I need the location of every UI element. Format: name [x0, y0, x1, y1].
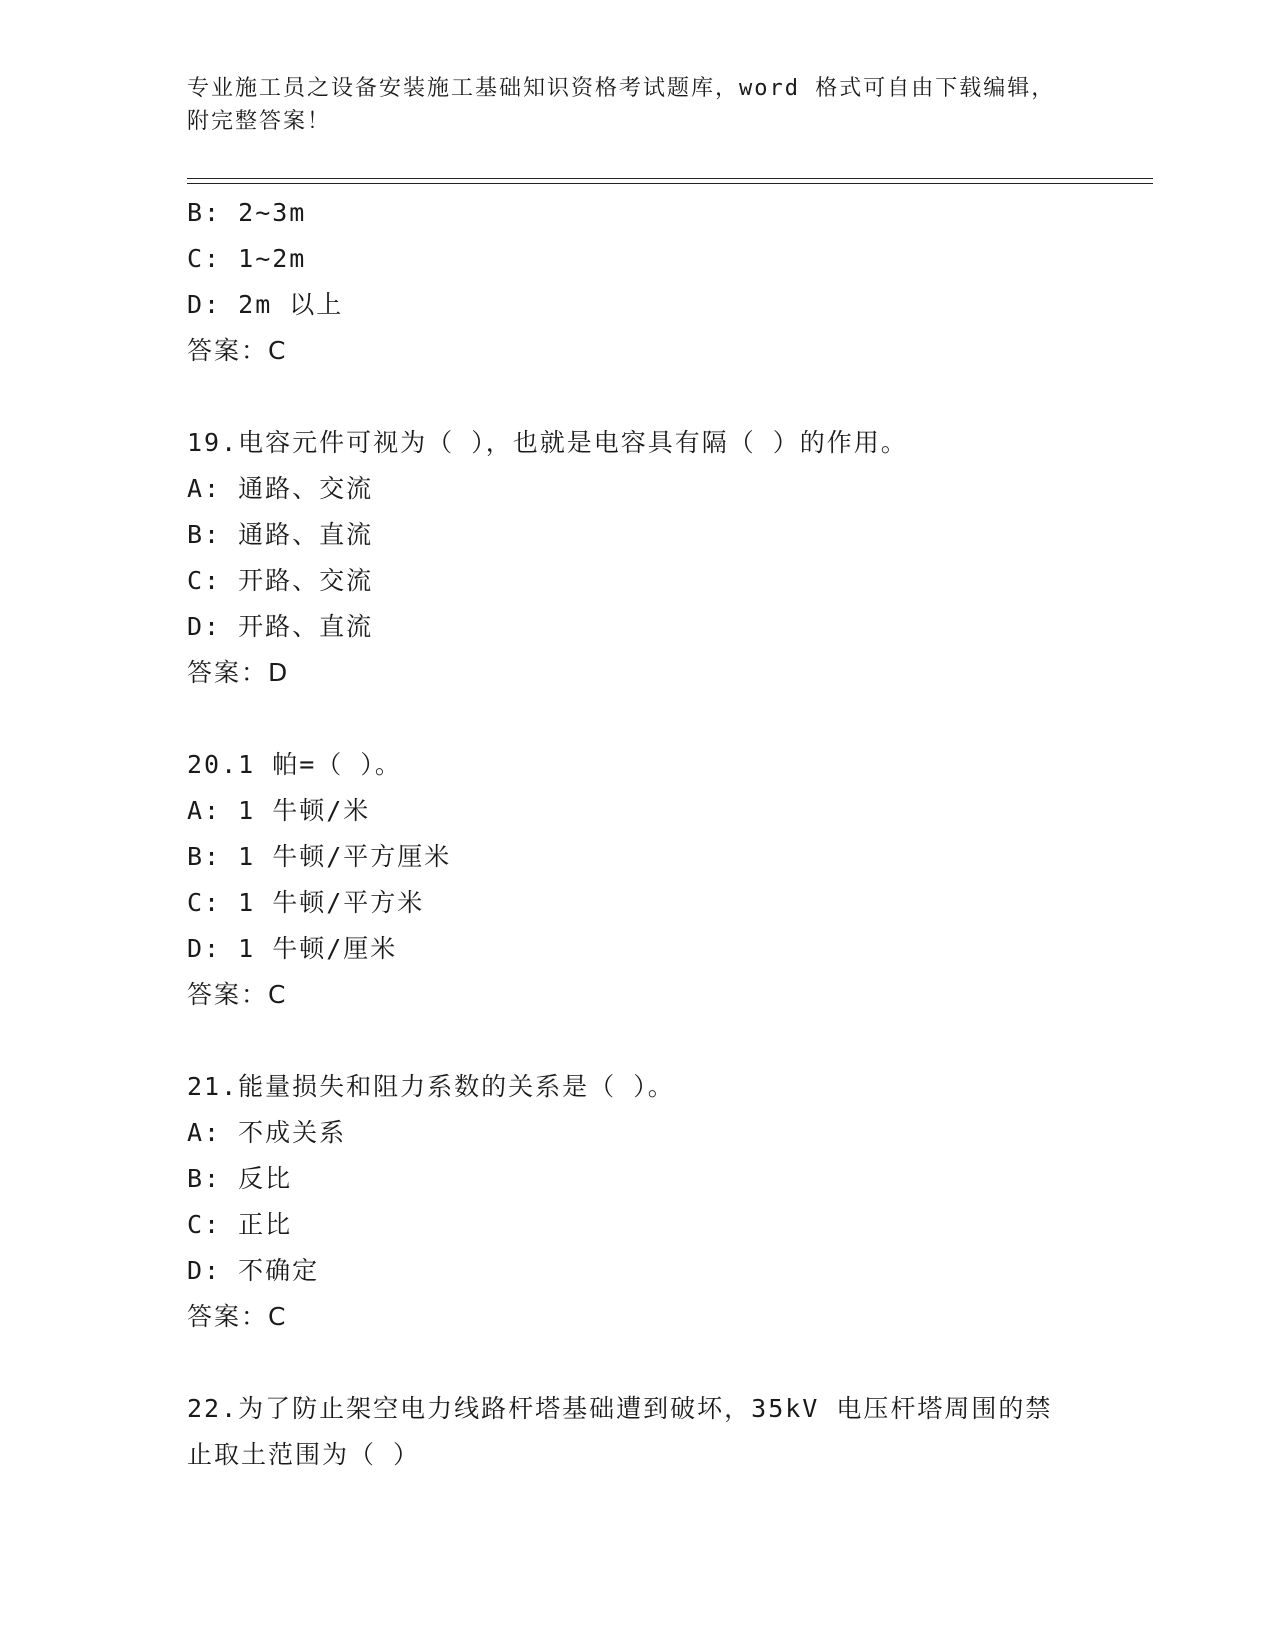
header-divider-top [187, 178, 1153, 179]
question-18-partial [187, 190, 1153, 374]
answer-text: 答案：C [187, 1302, 288, 1331]
option-b: B: 1 牛顿/平方厘米 [187, 842, 452, 871]
question-stem: 20.1 帕=（ ）。 [187, 750, 402, 779]
option-c: C: 1 牛顿/平方米 [187, 888, 425, 917]
question-list [187, 190, 1153, 1478]
option-a: A: 1 牛顿/米 [187, 796, 371, 825]
question-stem: 19.电容元件可视为（ ），也就是电容具有隔（ ）的作用。 [187, 428, 908, 457]
question-22 [187, 1386, 1153, 1478]
option-a: A: 不成关系 [187, 1118, 347, 1147]
question-21 [187, 1064, 1153, 1340]
answer-text: 答案：C [187, 980, 288, 1009]
question-stem-line-1: 22.为了防止架空电力线路杆塔基础遭到破坏，35kV 电压杆塔周围的禁 [187, 1394, 1053, 1423]
document-header [187, 72, 1067, 138]
option-d: D: 开路、直流 [187, 612, 374, 641]
option-c: C: 开路、交流 [187, 566, 374, 595]
option-d: D: 1 牛顿/厘米 [187, 934, 398, 963]
option-c: C: 正比 [187, 1210, 293, 1239]
option-b: B: 通路、直流 [187, 520, 374, 549]
question-20 [187, 742, 1153, 1018]
answer-text: 答案：D [187, 658, 290, 687]
option-b: B: 反比 [187, 1164, 293, 1193]
answer-text: 答案：C [187, 336, 288, 365]
question-19 [187, 420, 1153, 696]
option-c: C: 1~2m [187, 244, 307, 273]
option-b: B: 2~3m [187, 198, 307, 227]
question-stem-line-2: 止取土范围为（ ） [187, 1440, 421, 1469]
header-line-1: 专业施工员之设备安装施工基础知识资格考试题库，word 格式可自由下载编辑， [187, 76, 1056, 101]
option-d: D: 不确定 [187, 1256, 320, 1285]
header-line-2: 附完整答案！ [187, 109, 332, 134]
option-a: A: 通路、交流 [187, 474, 374, 503]
option-d: D: 2m 以上 [187, 290, 344, 319]
header-divider-bottom [187, 183, 1153, 184]
question-stem: 21.能量损失和阻力系数的关系是（ ）。 [187, 1072, 675, 1101]
